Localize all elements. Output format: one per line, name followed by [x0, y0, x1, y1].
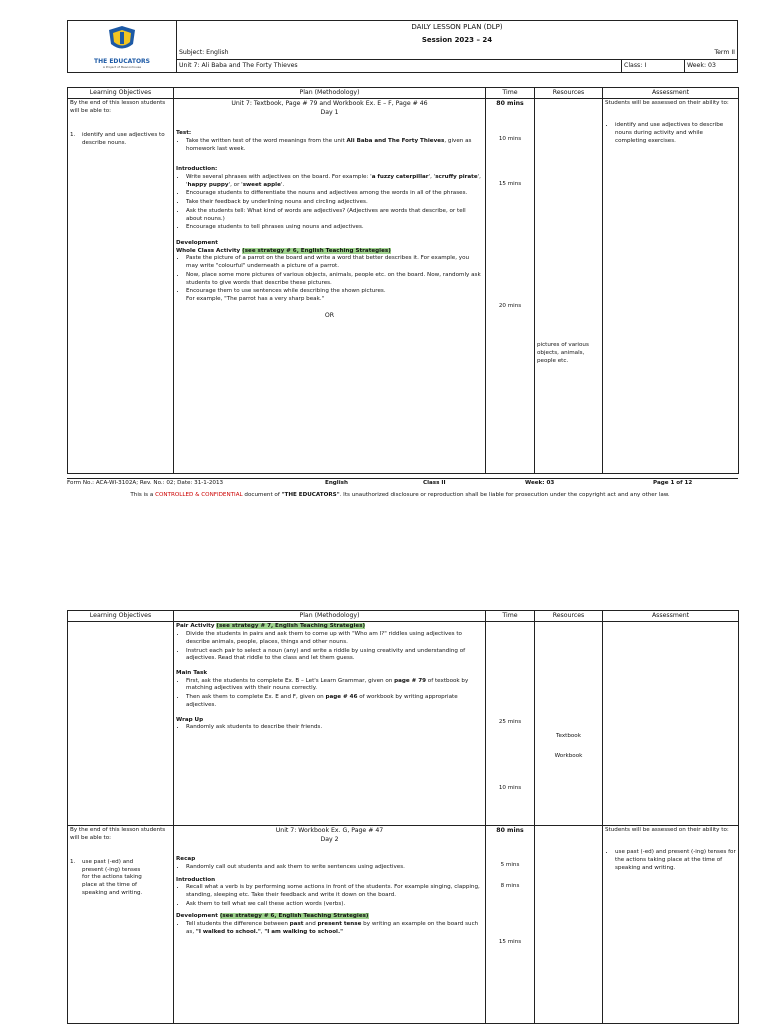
assessment-list — [605, 122, 736, 145]
header-table — [67, 20, 738, 73]
lesson-plan-table-day1 — [67, 87, 739, 474]
plan-cell — [174, 99, 486, 474]
col-resources: Resources — [535, 611, 603, 622]
pair-bullet: • Divide the students in pairs and ask them to come up with "Who am I?" riddles using adjectives to describe animals, people, places, things and other nouns. — [186, 631, 483, 646]
dev-list — [176, 921, 483, 936]
footer-page: Page 1 of 12 — [653, 480, 693, 486]
main-task-bullet: • First, ask the students to complete Ex. B – Let's Learn Grammar, given on page # 79 of textbook by matching adjectives with their nouns correctly. — [186, 678, 483, 693]
objectives-cell — [68, 99, 174, 474]
recap-heading: Recap — [176, 856, 196, 863]
main-task-heading: Main Task — [176, 669, 208, 676]
resource-workbook: Workbook — [554, 753, 583, 760]
test-bullet: • Take the written test of the word meanings from the unit Ali Baba and The Forty Thieves, given as homework last week. — [186, 138, 483, 153]
assessment-bullet: • use past (-ed) and present (-ing) tenses for the actions taking place at the time of speaking and writing. — [615, 849, 736, 872]
wrap-up-heading: Wrap Up — [176, 716, 204, 723]
pair-heading: Pair Activity (see strategy # 7, English Teaching Strategies) — [176, 623, 366, 630]
plan-cell-day2 — [174, 826, 486, 1024]
objective-item — [70, 859, 171, 898]
footer-bar — [67, 478, 738, 488]
recap-list — [176, 864, 483, 872]
time-dev: 20 mins — [498, 303, 522, 310]
wrap-up-list — [176, 724, 483, 732]
logo-cell — [68, 21, 177, 73]
col-time: Time — [486, 611, 535, 622]
assessment-list — [605, 849, 736, 872]
intro-bullet: • Ask the students tell: What kind of words are adjectives? (Adjectives are words that describe, or tell about nouns.) — [186, 208, 483, 223]
dev-subheading: Whole Class Activity (see strategy # 6, English Teaching Strategies) — [176, 247, 391, 254]
dev-bullet: • Encourage them to use sentences while describing the shown pictures. For example, "The parrot has a very sharp beak." — [186, 288, 483, 303]
footer-subject: English — [325, 480, 348, 486]
resources-cell-continued — [535, 622, 603, 826]
footer-week: Week: 03 — [525, 480, 555, 486]
dev-bullet: • Tell students the difference between past and present tense by writing an example on the board such as, "I walked to school.", "I am walking to school." — [186, 921, 483, 936]
wrap-up-bullet: • Randomly ask students to describe their friends. — [186, 724, 483, 732]
pair-bullet: • Instruct each pair to select a noun (any) and write a riddle by using creativity and understanding of adjectives. Read that riddle to the class and let them guess. — [186, 648, 483, 663]
assessment-intro: Students will be assessed on their ability to: — [605, 827, 729, 834]
objectives-cell-empty — [68, 622, 174, 826]
time-total: 80 mins — [496, 827, 524, 835]
dev-bullet: • Paste the picture of a parrot on the board and write a word that better describes it. For example, you may write "colourful" underneath a picture of a parrot. — [186, 255, 483, 270]
footer-form: Form No.: ACA-WI-3102A; Rev. No.: 02; Date: 31-1-2013 — [67, 480, 224, 486]
session: Session 2023 – 24 — [177, 34, 738, 47]
dev-bullet: • Now, place some more pictures of various objects, animals, people etc. on the board. Now, randomly ask students to give words that describe these pictures. — [186, 272, 483, 287]
strategy-highlight: (see strategy # 6, English Teaching Strategies) — [242, 247, 391, 254]
objective-number: 1. — [70, 131, 76, 138]
intro-bullet: • Recall what a verb is by performing some actions in front of the students. For example singing, clapping, standing, sleeping etc. Take their feedback and write it down on the board. — [186, 884, 483, 899]
plan-title: Unit 7: Workbook Ex. G, Page # 47 — [275, 827, 384, 835]
strategy-highlight: (see strategy # 7, English Teaching Strategies) — [216, 623, 366, 630]
class-label: Class: I — [622, 59, 685, 72]
footer-class: Class II — [423, 480, 446, 486]
dev-heading: Development (see strategy # 6, English Teaching Strategies) — [176, 913, 369, 920]
confidential-note: This is a CONTROLLED & CONFIDENTIAL document of "THE EDUCATORS". Its unauthorized disclosure or reproduction shall be liable for prosecution under the copyright act and any other law. — [130, 492, 670, 498]
recap-bullet: • Randomly call out students and ask them to write sentences using adjectives. — [186, 864, 483, 872]
dev-list — [176, 255, 483, 303]
time-wrap: 10 mins — [498, 785, 522, 792]
main-task-bullet: • Then ask them to complete Ex. E and F, given on page # 46 of workbook by writing appropriate adjectives. — [186, 694, 483, 709]
resource-textbook: Textbook — [556, 733, 581, 740]
time-intro: 8 mins — [500, 883, 520, 890]
intro-heading: Introduction — [176, 876, 216, 883]
assessment-cell-empty — [603, 622, 739, 826]
document-title: DAILY LESSON PLAN (DLP) — [177, 21, 738, 35]
plan-title: Unit 7: Textbook, Page # 79 and Workbook Ex. E – F, Page # 46 — [231, 100, 428, 108]
col-assessment: Assessment — [603, 611, 739, 622]
week-label: Week: 03 — [685, 59, 738, 72]
intro-bullet: • Take their feedback by underlining nouns and circling adjectives. — [186, 199, 483, 207]
time-recap: 5 mins — [500, 861, 520, 868]
intro-list — [176, 174, 483, 232]
unit-title: Unit 7: Ali Baba and The Forty Thieves — [177, 59, 622, 72]
objectives-cell-day2 — [68, 826, 174, 1024]
time-intro: 15 mins — [498, 181, 522, 188]
col-plan: Plan (Methodology) — [174, 611, 486, 622]
intro-list — [176, 884, 483, 908]
assessment-cell-day2 — [603, 826, 739, 1024]
subject: Subject: English — [177, 47, 685, 59]
time-test: 10 mins — [498, 135, 522, 142]
time-cell — [486, 99, 535, 474]
intro-bullet: • Encourage students to differentiate the nouns and adjectives among the words in all of the phrases. — [186, 190, 483, 198]
resources-cell — [535, 99, 603, 474]
col-resources: Resources — [535, 88, 603, 99]
time-main: 25 mins — [498, 719, 522, 726]
or-separator: OR — [324, 311, 335, 319]
objective-item — [70, 132, 171, 147]
intro-bullet: • Write several phrases with adjectives on the board. For example: 'a fuzzy caterpillar', 'scruffy pirate', 'happy puppy', or 'sweet apple'. — [186, 174, 483, 189]
col-time: Time — [486, 88, 535, 99]
objectives-intro: By the end of this lesson students will be able to: — [70, 827, 166, 842]
assessment-intro: Students will be assessed on their ability to: — [605, 100, 729, 107]
plan-day: Day 2 — [320, 835, 339, 843]
resources-text: pictures of various objects, animals, people etc. — [537, 342, 589, 364]
resources-cell-day2 — [535, 826, 603, 1024]
main-task-list — [176, 678, 483, 710]
strategy-highlight: (see strategy # 6, English Teaching Strategies) — [219, 913, 369, 920]
term: Term II — [685, 47, 738, 59]
plan-day: Day 1 — [320, 108, 339, 116]
time-total: 80 mins — [496, 100, 524, 108]
objective-text: use past (-ed) and present (-ing) tenses for the actions taking place at the time of speaking and writing. — [82, 858, 143, 896]
time-cell-day2 — [486, 826, 535, 1024]
col-assessment: Assessment — [603, 88, 739, 99]
objective-text: identify and use adjectives to describe nouns. — [82, 131, 165, 146]
intro-bullet: • Ask them to tell what we call these action words (verbs). — [186, 901, 483, 909]
col-objectives: Learning Objectives — [68, 88, 174, 99]
intro-bullet: • Encourage students to tell phrases using nouns and adjectives. — [186, 224, 483, 232]
objectives-intro: By the end of this lesson students will be able to: — [70, 100, 166, 115]
lesson-plan-table-page2 — [67, 610, 739, 1024]
col-objectives: Learning Objectives — [68, 611, 174, 622]
plan-cell-continued — [174, 622, 486, 826]
col-plan: Plan (Methodology) — [174, 88, 486, 99]
test-heading: Test: — [176, 130, 192, 137]
assessment-bullet: • identify and use adjectives to describe nouns during activity and while completing exercises. — [615, 122, 736, 145]
time-dev: 15 mins — [498, 939, 522, 946]
pair-list — [176, 631, 483, 663]
time-cell-continued — [486, 622, 535, 826]
objective-number: 1. — [70, 858, 76, 865]
test-list — [176, 138, 483, 153]
assessment-cell — [603, 99, 739, 474]
intro-heading: Introduction: — [176, 166, 218, 173]
educators-logo-icon — [105, 24, 139, 54]
logo-name: THE EDUCATORS — [94, 58, 150, 65]
logo-tagline: A Project of Beaconhouse — [102, 65, 142, 69]
dev-heading: Development — [176, 239, 218, 246]
